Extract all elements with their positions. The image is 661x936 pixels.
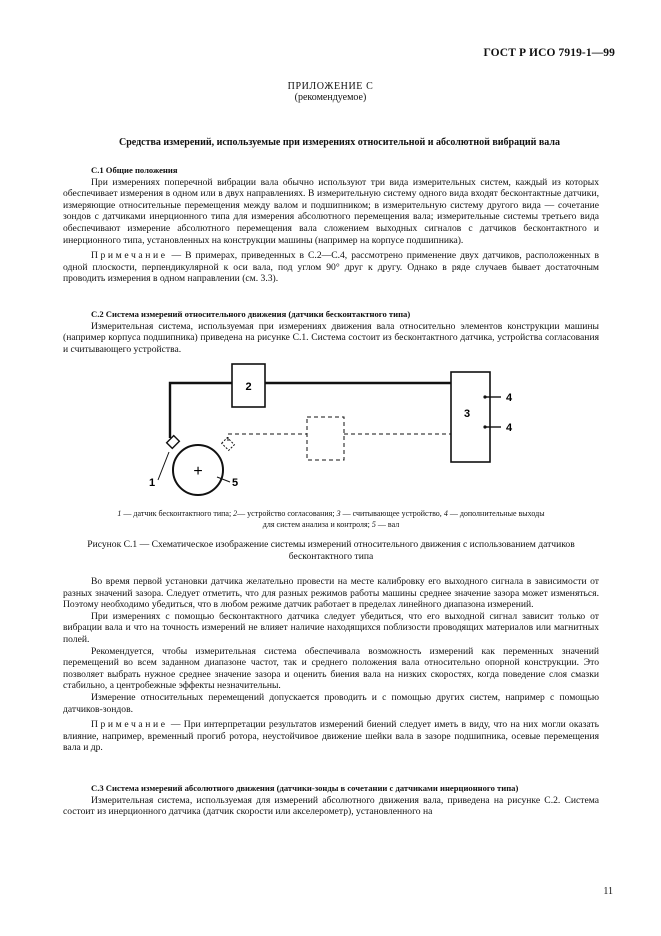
shaft-center-mark: + — [193, 463, 203, 480]
standard-code: ГОСТ Р ИСО 7919-1—99 — [483, 47, 615, 59]
paragraph-recommendation: Рекомендуется, чтобы измерительная система обеспечивала возможность измерений как переменных значений перемещений во всем заданном диапазоне частот, так и среднего положения вала относительно опорной конструкции. Это позволяет выбрать нужное среднее значение зазора и оценить биения вала на низких скоростях, когда поведение слоя смазки стабильно, а центробежные эффекты незначительны. — [63, 645, 599, 692]
section-c2 — [63, 309, 599, 355]
label-1: 1 — [149, 477, 156, 489]
section-c1-heading: С.1 Общие положения — [91, 165, 178, 175]
noncontact-sensor-solid — [167, 436, 180, 449]
section-c1 — [63, 165, 599, 285]
label-5: 5 — [232, 477, 239, 489]
readout-device-block — [451, 372, 490, 462]
note-text: — В примерах, приведенных в С.2—С.4, рассмотрено применение двух датчиков, расположенных в одной плоскости, перпендикулярной к оси вала, под углом 90° друг к другу. Однако в ряде случаев бывает достаточным проводить измерения в одном направлении (см. 3.3). — [63, 250, 599, 285]
section-c3-paragraph: Измерительная система, используемая для измерений абсолютного движения вала, приведена на рисунке С.2. Система состоит из инерционного датчика (датчик скорости или акселерометр), установленного на — [63, 794, 599, 818]
section-c3-heading: С.3 Система измерений абсолютного движения (датчики-зонды в сочетании с датчиками инерционного типа) — [91, 783, 519, 793]
appendix-subtitle: (рекомендуемое) — [294, 92, 367, 103]
figure-legend — [63, 509, 599, 530]
leader-1 — [158, 452, 169, 480]
dashed-block — [307, 417, 344, 460]
paragraph-other-systems: Измерение относительных перемещений допускается проводить и с помощью других систем, например с помощью датчиков-зондов. — [63, 691, 599, 715]
paragraph-calibration: Во время первой установки датчика желательно провести на месте калибровку его выходного сигнала в зависимости от разных значений зазора. Следует отметить, что для разных режимов работы машины среднее значение зазора может изменяться. Поэтому необходимо убедиться, что в любом режиме датчик работает в пределах линейного диапазона измерений. — [63, 576, 599, 611]
section-c2-paragraph: Измерительная система, используемая при измерениях движения вала относительно элементов конструкции машины (например корпуса подшипника) приведена на рисунке С.1. Система состоит из бесконтактного датчика, устройства согласования и считывающего устройства. — [63, 320, 599, 355]
appendix-title: ПРИЛОЖЕНИЕ С — [287, 81, 374, 92]
leader-5 — [217, 477, 230, 482]
figure-caption: Рисунок С.1 — Схематическое изображение системы измерений относительного движения с использованием датчиков бесконтактного типа — [87, 539, 575, 562]
note-label-2: Примечание — [91, 719, 168, 731]
section-c2-continued — [63, 576, 599, 754]
label-2: 2 — [245, 381, 252, 393]
section-c1-note — [63, 250, 599, 285]
page-number: 11 — [603, 886, 613, 897]
section-c1-paragraph: При измерениях поперечной вибрации вала обычно используют три вида измерительных систем, каждый из которых обеспечивает измерения в одном или в двух направлениях. В измерительную систему одного вида входят бесконтактные датчики, измеряющие относительные перемещения между валом и подшипником; в измерительную систему другого вида — сочетание зондов с датчиками инерционного типа для измерения абсолютного перемещения вала; измерительные системы третьего вида обеспечивают измерение абсолютного перемещения вала сложением выходных сигналов с датчиков бесконтактного и инерционного типа, установленных на конструкции машины (например на корпусе подшипника). — [63, 176, 599, 246]
appendix-main-title: Средства измерений, используемые при измерениях относительной и абсолютной вибраций вала — [119, 137, 560, 148]
label-4a: 4 — [506, 392, 513, 404]
legend-line-2: для систем анализа и контроля; 5 — вал — [262, 519, 400, 529]
note-label: Примечание — [91, 250, 168, 262]
note-text-2: — При интерпретации результатов измерений биений следует иметь в виду, что на них могли оказать влияние, например, временный прогиб ротора, неустойчивое движение шейки вала в зазоре подшипника, осевые перемещения вала и др. — [63, 719, 599, 754]
legend-line-1: 1 — датчик бесконтактного типа; 2— устройство согласования; 3 — считывающее устройство, 4 — дополнительные выходы — [117, 509, 545, 518]
figure-c1-diagram — [145, 362, 525, 512]
section-c3 — [63, 783, 599, 818]
label-3: 3 — [463, 408, 471, 420]
label-4b: 4 — [506, 422, 513, 434]
section-c2-note — [63, 719, 599, 754]
dashed-wire — [228, 434, 307, 441]
section-c2-heading: С.2 Система измерений относительного движения (датчики бесконтактного типа) — [91, 309, 411, 319]
paragraph-sensor-check: При измерениях с помощью бесконтактного датчика следует убедиться, что его выходной сигнал зависит только от вибрации вала и что на точность измерений не влияет наличие находящихся поблизости проводящих материалов или магнитных полей. — [63, 610, 599, 645]
solid-wire — [170, 383, 232, 438]
